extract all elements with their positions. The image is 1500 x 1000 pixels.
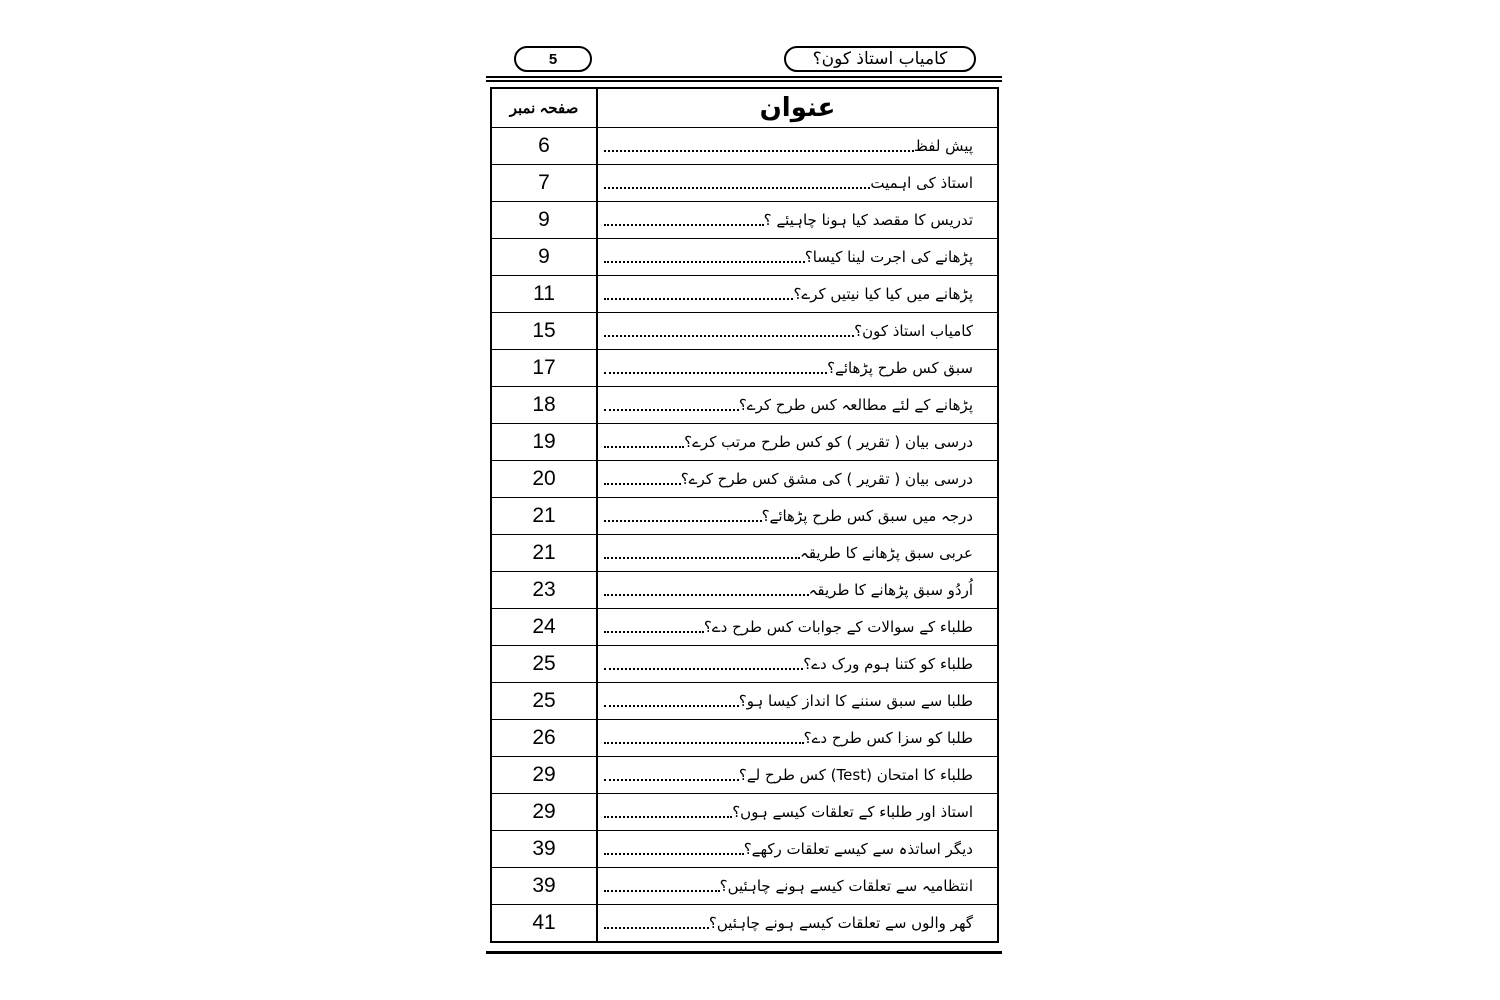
toc-entry[interactable]: [598, 312, 997, 349]
toc-entry-title: اُردُو سبق پڑھانے کا طریقہ: [808, 581, 973, 599]
dot-leader: [604, 298, 793, 300]
toc-page-number: 15: [492, 312, 598, 349]
toc-entry-title: عربی سبق پڑھانے کا طریقہ: [800, 544, 973, 562]
toc-entry[interactable]: [598, 830, 997, 867]
toc-entry-title: طلباء کا امتحان (Test) کس طرح لے؟: [738, 766, 973, 784]
toc-entry[interactable]: [598, 571, 997, 608]
dot-leader: [604, 557, 800, 559]
toc-entry-title: درجہ میں سبق کس طرح پڑھائے؟: [761, 507, 973, 525]
toc-entry[interactable]: [598, 719, 997, 756]
toc-page-number: 6: [492, 127, 598, 164]
toc-entry-title: درسی بیان ( تقریر ) کو کس طرح مرتب کرے؟: [684, 433, 973, 451]
toc-page-number: 25: [492, 682, 598, 719]
column-header-title: عنوان: [759, 93, 836, 123]
dot-leader: [604, 594, 809, 596]
toc-entry-title: طلبا کو سزا کس طرح دے؟: [803, 729, 973, 747]
dot-leader: [604, 261, 805, 263]
toc-entry[interactable]: [598, 904, 997, 941]
dot-leader: [604, 779, 739, 781]
toc-entry[interactable]: [598, 127, 997, 164]
toc-page-number: 41: [492, 904, 598, 941]
page-number: 5: [548, 50, 558, 68]
toc-entry-title: انتظامیہ سے تعلقات کیسے ہونے چاہئیں؟: [719, 877, 973, 895]
dot-leader: [604, 927, 709, 929]
toc-entry[interactable]: [598, 201, 997, 238]
dot-leader: [604, 150, 914, 152]
toc-entry-title: پڑھانے کی اجرت لینا کیسا؟: [804, 248, 973, 266]
toc-entry[interactable]: [598, 275, 997, 312]
dot-leader: [604, 705, 739, 707]
header-rule-top: [486, 76, 1002, 78]
toc-page-number: 20: [492, 460, 598, 497]
toc-page-number: 17: [492, 349, 598, 386]
toc-entry[interactable]: [598, 164, 997, 201]
table-of-contents: [490, 87, 999, 943]
toc-page-number: 7: [492, 164, 598, 201]
toc-entry-title: طلباء کو کتنا ہوم ورک دے؟: [803, 655, 973, 673]
book-page: [486, 40, 1002, 960]
toc-entry-title: گھر والوں سے تعلقات کیسے ہونے چاہئیں؟: [708, 914, 973, 932]
toc-entry-title: دیگر اساتذہ سے کیسے تعلقات رکھے؟: [743, 840, 973, 858]
toc-entry[interactable]: [598, 867, 997, 904]
footer-rule: [486, 951, 1002, 954]
toc-page-number: 21: [492, 534, 598, 571]
toc-entry-title: پیش لفظ: [914, 137, 973, 155]
dot-leader: [604, 224, 764, 226]
toc-page-number: 23: [492, 571, 598, 608]
dot-leader: [604, 890, 720, 892]
dot-leader: [604, 668, 803, 670]
toc-page-number: 39: [492, 830, 598, 867]
dot-leader: [604, 853, 744, 855]
toc-entry[interactable]: [598, 349, 997, 386]
toc-entry-title: طلبا سے سبق سننے کا انداز کیسا ہو؟: [738, 692, 973, 710]
toc-page-number: 39: [492, 867, 598, 904]
dot-leader: [604, 520, 762, 522]
toc-page-number: 19: [492, 423, 598, 460]
toc-entry[interactable]: [598, 793, 997, 830]
toc-entry-title: درسی بیان ( تقریر ) کی مشق کس طرح کرے؟: [680, 470, 973, 488]
dot-leader: [604, 483, 681, 485]
dot-leader: [604, 372, 827, 374]
toc-entry-title: استاذ کی اہمیت: [870, 174, 973, 192]
book-title-badge: [784, 46, 976, 72]
page-number-badge: [514, 46, 592, 72]
toc-entry-title: پڑھانے کے لئے مطالعہ کس طرح کرے؟: [738, 396, 973, 414]
toc-entry-title: تدریس کا مقصد کیا ہونا چاہیئے ؟: [763, 211, 973, 229]
toc-entry[interactable]: [598, 497, 997, 534]
toc-entry[interactable]: [598, 238, 997, 275]
toc-entry[interactable]: [598, 423, 997, 460]
header-rule-bottom: [486, 80, 1002, 82]
column-header-page: صفحہ نمبر: [492, 89, 598, 127]
toc-entry-title: پڑھانے میں کیا کیا نیتیں کرے؟: [793, 285, 973, 303]
toc-page-number: 29: [492, 756, 598, 793]
toc-page-number: 21: [492, 497, 598, 534]
toc-entry-title: طلباء کے سوالات کے جوابات کس طرح دے؟: [703, 618, 973, 636]
toc-entry[interactable]: [598, 756, 997, 793]
toc-entry-title: سبق کس طرح پڑھائے؟: [827, 359, 973, 377]
toc-page-number: 11: [492, 275, 598, 312]
toc-page-number: 9: [492, 201, 598, 238]
toc-page-number: 24: [492, 608, 598, 645]
book-title: کامیاب استاذ کون؟: [812, 49, 948, 69]
dot-leader: [604, 742, 804, 744]
toc-page-number: 26: [492, 719, 598, 756]
toc-page-number: 29: [492, 793, 598, 830]
toc-entry-title: کامیاب استاذ کون؟: [854, 322, 973, 340]
toc-page-number: 25: [492, 645, 598, 682]
toc-page-number: 9: [492, 238, 598, 275]
toc-entry-title: استاذ اور طلباء کے تعلقات کیسے ہوں؟: [732, 803, 973, 821]
dot-leader: [604, 446, 684, 448]
dot-leader: [604, 631, 704, 633]
toc-entry[interactable]: [598, 682, 997, 719]
toc-entry[interactable]: [598, 460, 997, 497]
dot-leader: [604, 409, 739, 411]
toc-entry[interactable]: [598, 386, 997, 423]
toc-entry[interactable]: [598, 645, 997, 682]
toc-entry[interactable]: [598, 534, 997, 571]
toc-entry[interactable]: [598, 608, 997, 645]
dot-leader: [604, 187, 870, 189]
dot-leader: [604, 816, 732, 818]
dot-leader: [604, 335, 854, 337]
toc-page-number: 18: [492, 386, 598, 423]
